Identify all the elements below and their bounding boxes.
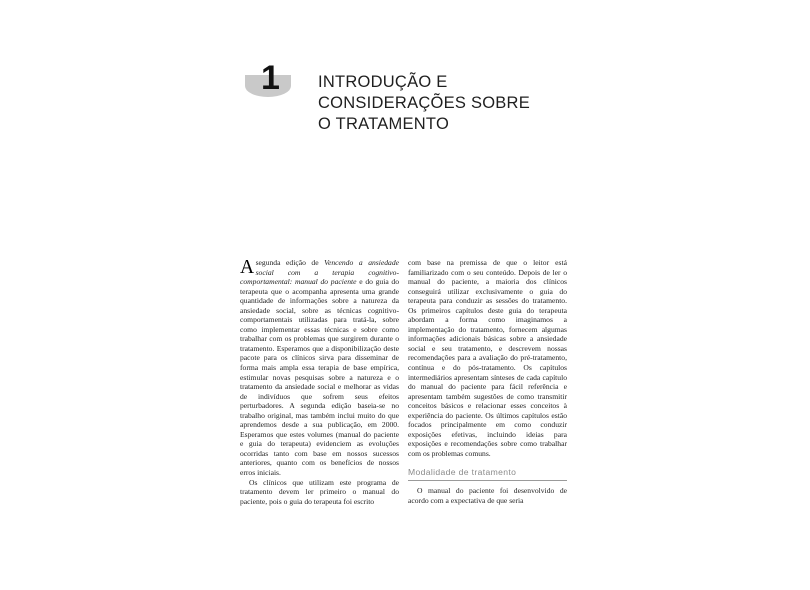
paragraph-left-1 xyxy=(240,258,399,478)
text-column-right xyxy=(408,258,567,558)
section-heading-modalidade-de-tratamento: Modalidade de tratamento xyxy=(408,467,567,481)
chapter-number: 1 xyxy=(261,59,279,97)
chapter-number-badge xyxy=(240,58,300,102)
body-text-columns xyxy=(240,258,568,558)
text-column-left xyxy=(240,258,399,558)
chapter-title xyxy=(318,69,580,135)
chapter-title-line-1: INTRODUÇÃO E xyxy=(318,73,448,92)
paragraph-left-1-run-1: segunda edição de xyxy=(255,258,325,267)
book-title-italic: Vencendo a ansiedade social com a terapia cognitivo-comportamental: manual do paciente xyxy=(240,258,399,287)
drop-cap: A xyxy=(240,258,255,278)
paragraph-left-2: Os clínicos que utilizam este programa de tratamento devem ler primeiro o manual do paciente, pois o guia do terapeuta foi escrito xyxy=(240,477,399,506)
paragraph-left-1-run-3: e do guia do terapeuta que o acompanha apresenta uma grande quantidade de informações sobre a natureza da ansiedade social, sobre as técnicas cognitivo-comportamentais utilizadas para tratá-la, sobre como implementar essas técnicas e sobre como trabalhar com os problemas que surgirem durante o tratamento. Esperamos que a disponibilização deste pacote para os clínicos sirva para disseminar de forma mais ampla essa terapia de base empírica, estimular novas pesquisas sobre a natureza e o tratamento da ansiedade social e melhorar as vidas de indivíduos que sofrem seus efeitos perturbadores. A segunda edição baseia-se no trabalho original, mas também inclui muito do que aprendemos desde a sua publicação, em 2000. Esperamos que estes volumes (manual do paciente e guia do terapeuta) evidenciem as evoluções ocorridas tanto com base em nossos sucessos anteriores, quanto com os benefícios de nossos erros iniciais. xyxy=(240,277,399,478)
chapter-title-line-3: O TRATAMENTO xyxy=(318,115,450,134)
paragraph-right-2: O manual do paciente foi desenvolvido de acordo com a expectativa de que seria xyxy=(408,486,567,506)
chapter-header xyxy=(240,58,580,146)
chapter-title-line-2: CONSIDERAÇÕES SOBRE xyxy=(318,94,530,113)
paragraph-right-1: com base na premissa de que o leitor está familiarizado com o seu conteúdo. Depois de ler o manual do paciente, a maioria dos clínicos conseguirá utilizar exclusivamente o guia do terapeuta para conduzir as sessões do tratamento. Os primeiros capítulos deste guia do terapeuta abordam a forma como imaginamos a implementação do tratamento, fornecem algumas informações adicionais básicas sobre a ansiedade social e seu tratamento, e descrevem nossas recomendações para a avaliação do pré-tratamento, contínua e do pós-tratamento. Os capítulos intermediários apresentam sínteses de cada capítulo do manual do paciente para fácil referência e apresentam também sugestões de como transmitir conceitos básicos e relacionar esses conceitos à experiência do paciente. Os últimos capítulos estão focados principalmente em como conduzir exposições efetivas, incluindo ideias para exposições e recomendações sobre como trabalhar com os problemas comuns. xyxy=(408,258,567,458)
